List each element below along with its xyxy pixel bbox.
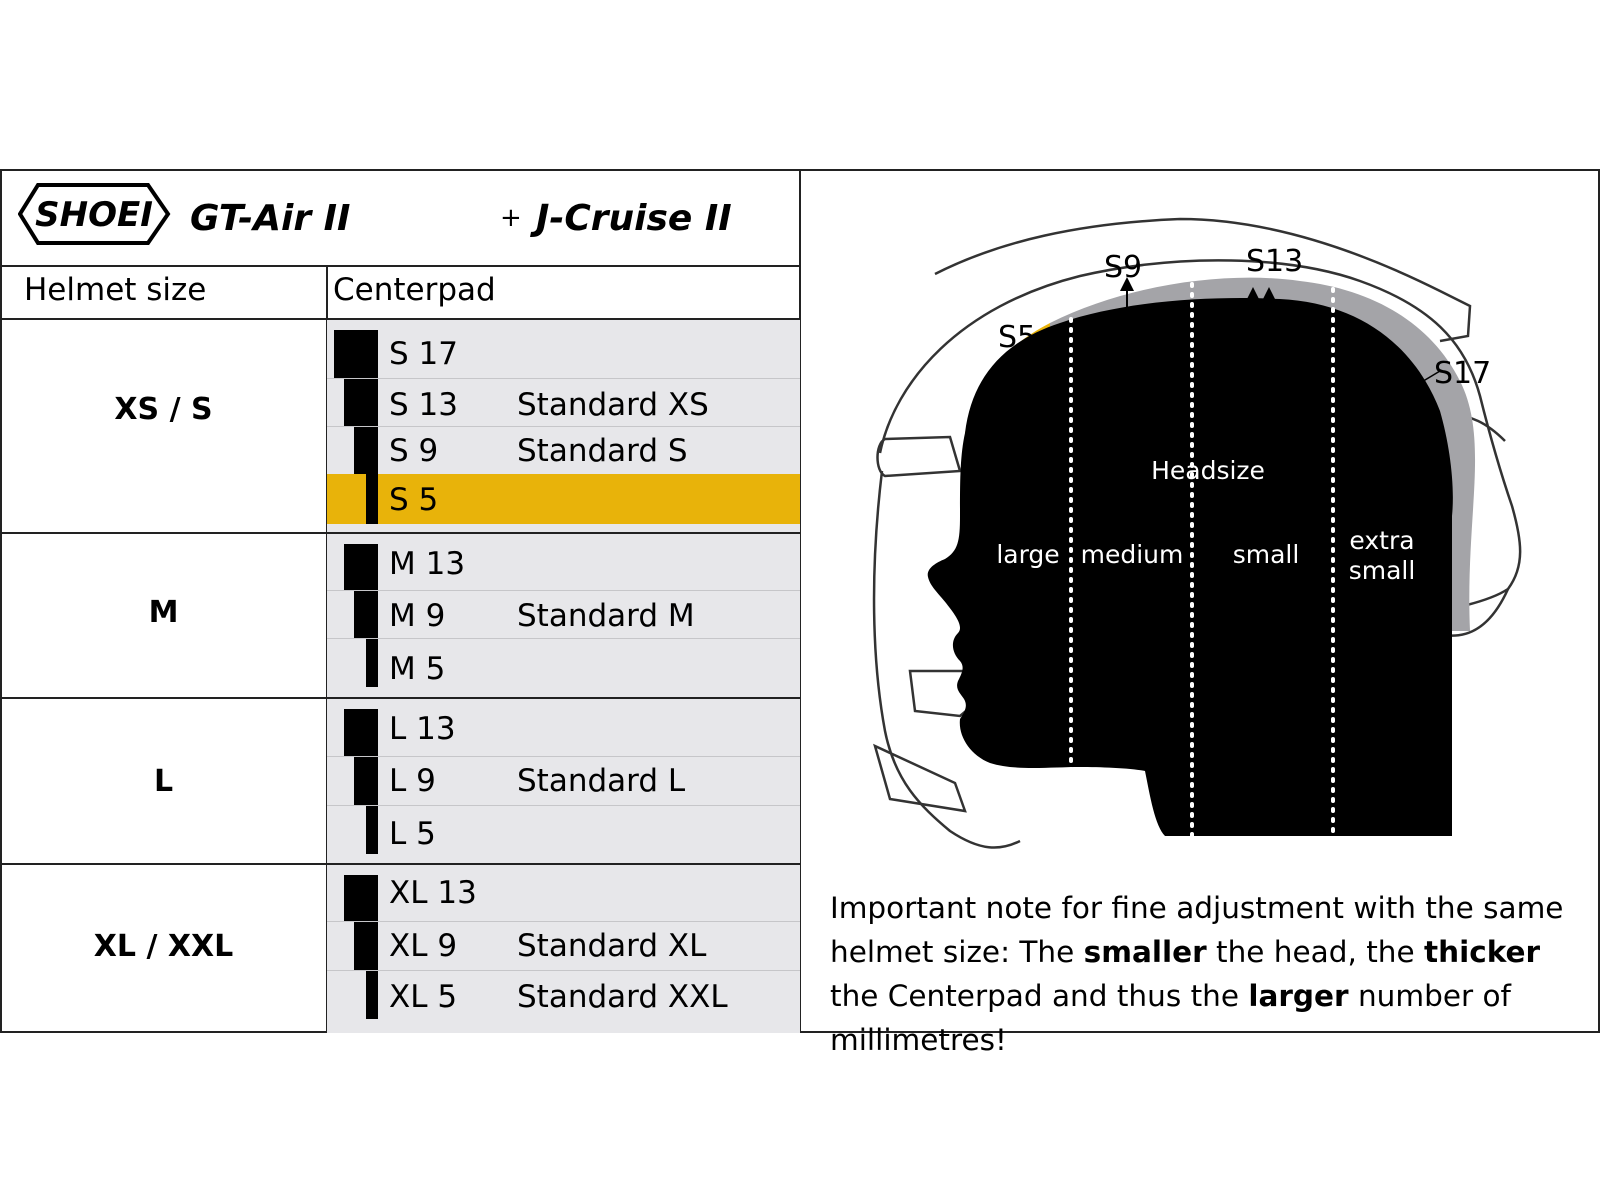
model-gt-air: GT-Air II [190, 198, 351, 239]
pad-code: S 9 [389, 433, 439, 469]
pad-code: XL 13 [389, 875, 477, 911]
pad-standard: Standard M [517, 598, 695, 634]
note-text: Important note for fine adjustment with the same helmet size: The [830, 891, 1564, 969]
pad-code: XL 5 [389, 979, 458, 1015]
zone-extra-small-line1: extra [1349, 526, 1415, 555]
pad-code: S 5 [389, 482, 439, 518]
header-centerpad: Centerpad [333, 272, 496, 308]
pad-row-m9 [327, 591, 800, 638]
brand-row [18, 183, 788, 245]
label-s13: S13 [1246, 244, 1304, 279]
size-label-l: L [153, 764, 174, 799]
pad-thickness-bar [344, 709, 378, 756]
zone-medium: medium [1080, 540, 1184, 569]
pad-code: L 5 [389, 816, 436, 852]
pad-row-xl13 [327, 865, 800, 921]
fine-adjustment-note [830, 886, 1590, 1062]
pad-standard: Standard S [517, 433, 688, 469]
pad-row-s17 [327, 320, 800, 378]
pad-code: M 9 [389, 598, 446, 634]
helmet-diagram [800, 171, 1600, 891]
zone-small: small [1232, 540, 1300, 569]
pad-standard: Standard XL [517, 928, 707, 964]
pad-thickness-bar [366, 639, 378, 687]
pad-row-l5 [327, 806, 800, 863]
label-s17: S17 [1434, 356, 1492, 391]
pad-thickness-bar [354, 427, 378, 474]
pad-code: XL 9 [389, 928, 458, 964]
pad-code: M 13 [389, 546, 466, 582]
pad-row-s5-highlighted [327, 474, 800, 524]
pad-thickness-bar [366, 971, 378, 1019]
note-emphasis: smaller [1083, 935, 1207, 969]
note-text: the head, the [1206, 935, 1424, 969]
pad-row-m13 [327, 534, 800, 590]
pad-thickness-bar [354, 922, 378, 970]
pad-thickness-bar [344, 875, 378, 921]
divider-logo-bottom [0, 265, 800, 267]
pad-row-xl9 [327, 922, 800, 970]
pad-standard: Standard XXL [517, 979, 728, 1015]
header-helmet-size: Helmet size [24, 272, 207, 308]
label-s5: S5 [998, 320, 1037, 355]
pad-standard: Standard L [517, 763, 686, 799]
note-emphasis: thicker [1424, 935, 1541, 969]
pad-row-l13 [327, 699, 800, 756]
note-text: number of millimetres! [830, 979, 1511, 1057]
brand-logo [18, 183, 788, 245]
pad-row-s9 [327, 427, 800, 474]
pad-code: S 17 [389, 336, 458, 372]
plus-sign: + [500, 203, 522, 233]
note-emphasis: larger [1248, 979, 1349, 1013]
pad-thickness-bar [334, 330, 378, 378]
pad-code: L 13 [389, 711, 456, 747]
pad-code: L 9 [389, 763, 436, 799]
pad-thickness-bar [354, 591, 378, 638]
pad-code: S 13 [389, 387, 458, 423]
size-label-xl-xxl: XL / XXL [93, 929, 234, 964]
pad-standard: Standard XS [517, 387, 709, 423]
size-label-xs-s: XS / S [114, 392, 213, 427]
pad-row-xl5 [327, 971, 800, 1021]
size-label-m: M [148, 595, 179, 630]
zone-extra-small-line2: small [1348, 556, 1416, 585]
note-text: the Centerpad and thus the [830, 979, 1249, 1013]
pad-thickness-bar [366, 474, 378, 524]
label-headsize: Headsize [1151, 456, 1265, 485]
pad-row-s13 [327, 379, 800, 426]
pad-thickness-bar [366, 806, 378, 854]
pad-row-l9 [327, 757, 800, 805]
pad-thickness-bar [344, 379, 378, 426]
label-s9: S9 [1104, 250, 1143, 285]
shoei-logo-text: SHOEI [35, 195, 153, 235]
pad-row-m5 [327, 639, 800, 697]
zone-large: large [996, 540, 1060, 569]
pad-code: M 5 [389, 651, 446, 687]
pad-thickness-bar [344, 544, 378, 590]
pad-thickness-bar [354, 757, 378, 805]
model-j-cruise: J-Cruise II [536, 198, 732, 239]
